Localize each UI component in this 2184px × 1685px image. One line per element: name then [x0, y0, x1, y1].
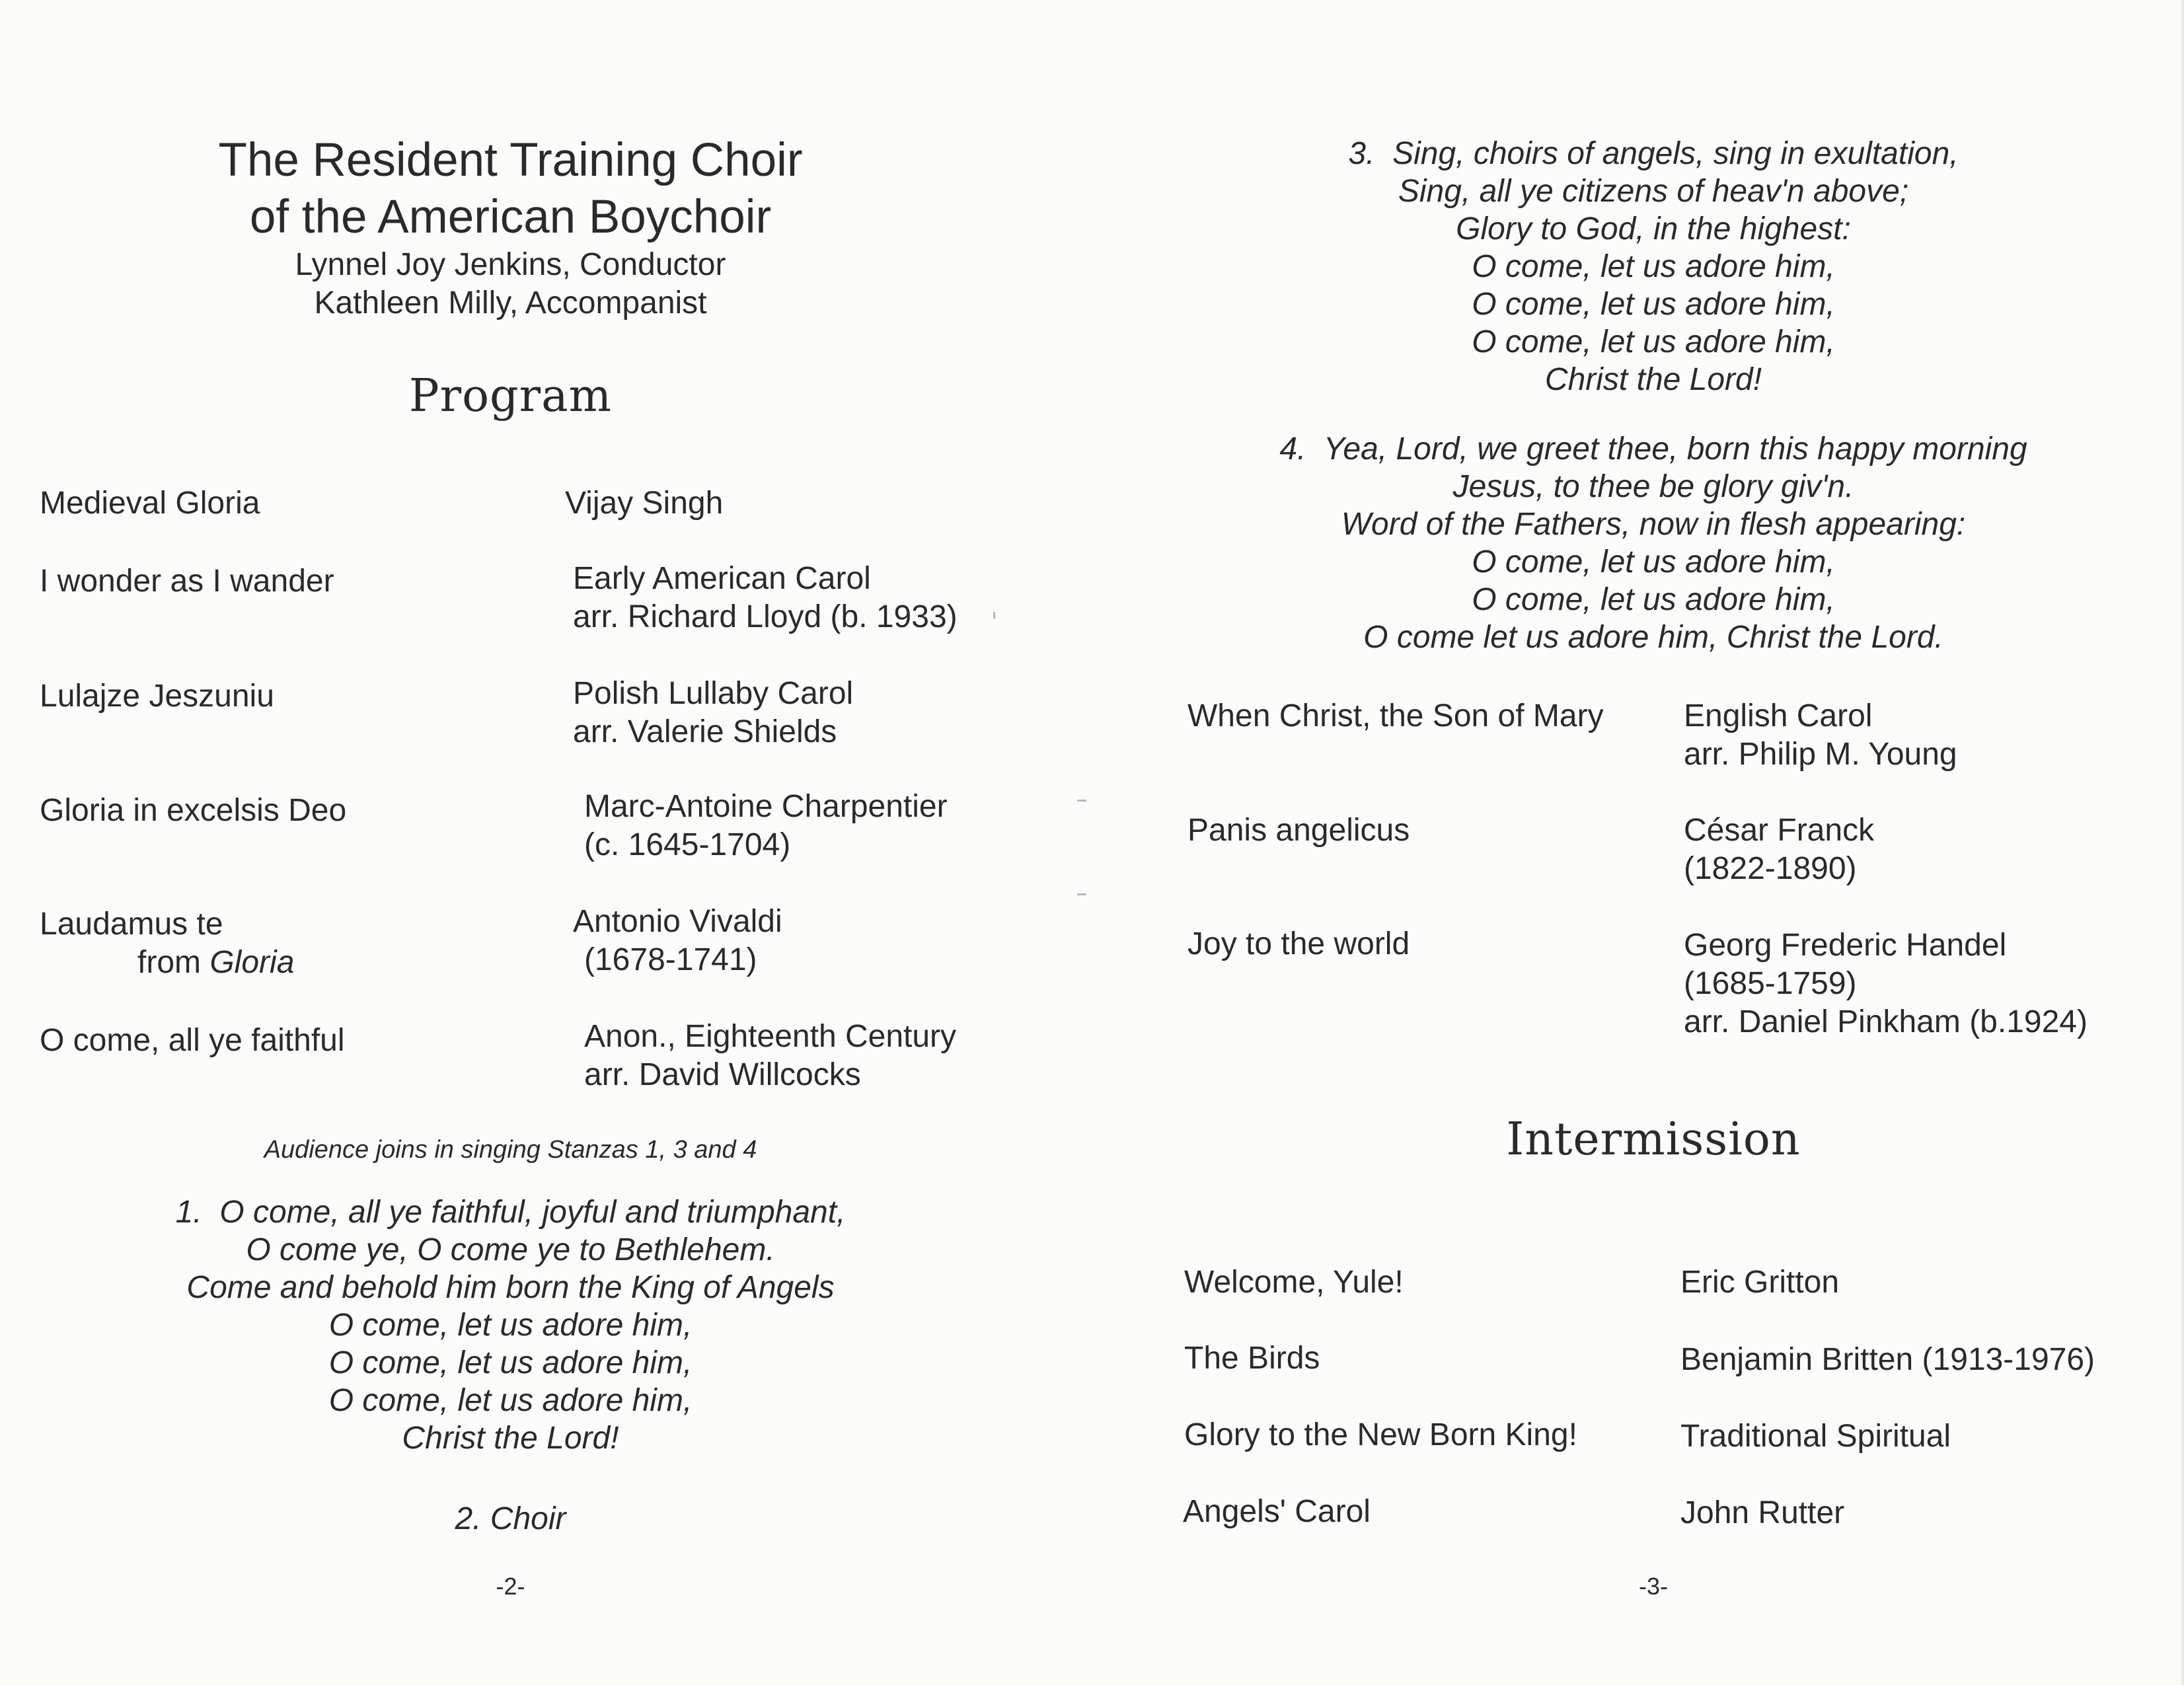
stanza-line: O come let us adore him, Christ the Lord.: [1363, 620, 1943, 655]
piece-arranger: arr. Daniel Pinkham (b.1924): [1684, 1004, 2088, 1039]
stanza-line: O come, let us adore him,: [328, 1345, 693, 1380]
piece-composer: Polish Lullaby Carol: [573, 676, 854, 711]
stanza-line: O come ye, O come ye to Bethlehem.: [246, 1232, 775, 1267]
page-number: -2-: [496, 1573, 525, 1600]
intermission-heading: Intermission: [1506, 1113, 1801, 1166]
piece-arranger: arr. Valerie Shields: [573, 714, 837, 749]
piece-composer: Vijay Singh: [565, 486, 724, 521]
stanza-line: Christ the Lord!: [402, 1421, 619, 1456]
stanza-line: Jesus, to thee be glory giv'n.: [1452, 469, 1854, 504]
program-header: [0, 132, 1021, 322]
piece-subtitle: [137, 944, 294, 982]
stanza-line: O come, let us adore him,: [1472, 249, 1835, 284]
piece-arranger: arr. Philip M. Young: [1684, 737, 1957, 772]
piece-composer: Early American Carol: [573, 561, 871, 596]
piece-composer: Antonio Vivaldi: [573, 904, 782, 939]
stanza-line: O come, let us adore him,: [328, 1383, 693, 1418]
piece-title: O come, all ye faithful: [40, 1023, 345, 1058]
stanza-number: 3.: [1348, 136, 1375, 171]
stanza-line: Come and behold him born the King of Angels: [186, 1270, 835, 1305]
hymn-stanza-2: 2. Choir: [455, 1501, 566, 1536]
piece-subtitle-prefix: from: [137, 945, 210, 980]
piece-title: Gloria in excelsis Deo: [40, 793, 347, 828]
piece-composer: Marc-Antoine Charpentier: [584, 789, 948, 824]
stanza-number: 4.: [1279, 431, 1306, 467]
piece-composer: English Carol: [1684, 698, 1873, 733]
conductor-credit: Lynnel Joy Jenkins, Conductor: [295, 247, 726, 282]
piece-title: Laudamus te: [40, 907, 223, 942]
hymn-stanza-1: [0, 1193, 1021, 1457]
stanza-line: Word of the Fathers, now in flesh appearing:: [1341, 507, 1966, 542]
piece-composer: John Rutter: [1680, 1495, 1845, 1530]
piece-dates: (1678-1741): [584, 942, 757, 977]
paper-edge: [2180, 0, 2184, 1685]
piece-title: Glory to the New Born King!: [1184, 1417, 1577, 1452]
hymn-stanza-3: [1092, 135, 2184, 398]
piece-title: The Birds: [1184, 1341, 1320, 1376]
piece-composer: Georg Frederic Handel: [1684, 928, 2007, 963]
fold-mark: [1077, 893, 1086, 895]
stanza-line: O come, let us adore him,: [1472, 582, 1835, 617]
stanza-line: 1. O come, all ye faithful, joyful and triumphant,: [175, 1195, 846, 1230]
piece-composer: César Franck: [1684, 813, 1875, 848]
page-number: -3-: [1639, 1573, 1668, 1600]
choir-title-line2: of the American Boychoir: [249, 191, 772, 243]
piece-title: Welcome, Yule!: [1184, 1265, 1404, 1300]
piece-title: Lulajze Jeszuniu: [40, 679, 274, 714]
right-page: [1092, 0, 2184, 1685]
piece-title: When Christ, the Son of Mary: [1187, 698, 1604, 733]
piece-subtitle-work: Gloria: [209, 945, 295, 980]
stanza-line: 4. Yea, Lord, we greet thee, born this happy morning: [1279, 431, 2027, 467]
piece-title: Joy to the world: [1187, 926, 1410, 961]
piece-composer: Eric Gritton: [1680, 1265, 1840, 1300]
piece-arranger: arr. Richard Lloyd (b. 1933): [573, 599, 958, 634]
piece-dates: (c. 1645-1704): [584, 827, 791, 862]
piece-composer: Anon., Eighteenth Century: [584, 1019, 957, 1054]
stanza-line: O come, let us adore him,: [1472, 287, 1835, 322]
piece-title: I wonder as I wander: [40, 564, 334, 599]
stanza-line: O come, let us adore him,: [1472, 324, 1835, 359]
accompanist-credit: Kathleen Milly, Accompanist: [314, 285, 707, 320]
audience-note: Audience joins in singing Stanzas 1, 3 and 4: [264, 1136, 757, 1164]
piece-arranger: arr. David Willcocks: [584, 1057, 861, 1092]
piece-title: Angels' Carol: [1183, 1494, 1371, 1529]
piece-title: Panis angelicus: [1187, 813, 1410, 848]
stanza-line: O come, let us adore him,: [1472, 544, 1835, 580]
hymn-stanza-4: [1092, 430, 2184, 656]
stanza-line: O come, let us adore him,: [328, 1308, 693, 1343]
piece-title: Medieval Gloria: [40, 486, 260, 521]
stanza-line: Christ the Lord!: [1544, 362, 1762, 397]
stanza-line: Glory to God, in the highest:: [1456, 211, 1851, 246]
stanza-number: 1.: [175, 1195, 202, 1230]
program-heading: Program: [408, 370, 613, 422]
piece-composer: Benjamin Britten (1913-1976): [1680, 1342, 2095, 1377]
piece-dates: (1822-1890): [1684, 851, 1857, 886]
stanza-line: Sing, all ye citizens of heav'n above;: [1398, 174, 1909, 209]
stanza-line: 3. Sing, choirs of angels, sing in exultation,: [1348, 136, 1959, 171]
choir-title-line1: The Resident Training Choir: [218, 134, 803, 186]
fold-mark: [993, 612, 995, 618]
fold-mark: [1077, 800, 1086, 802]
piece-dates: (1685-1759): [1684, 966, 1857, 1001]
piece-composer: Traditional Spiritual: [1680, 1419, 1951, 1454]
